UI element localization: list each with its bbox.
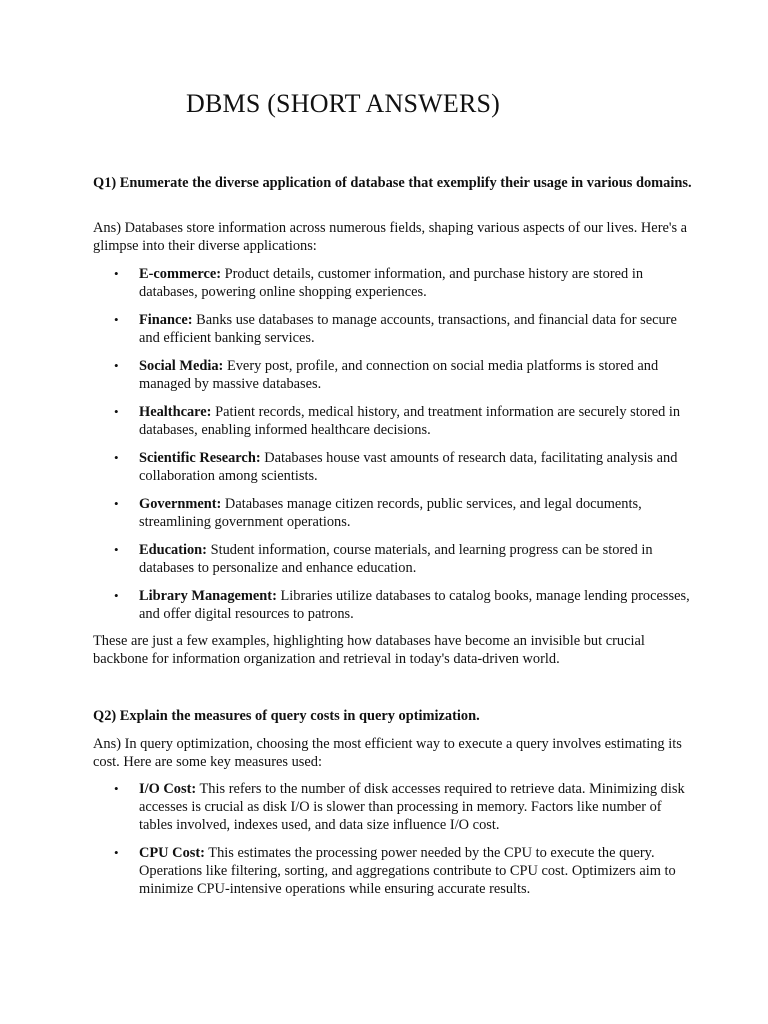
answer-1-closing: These are just a few examples, highlighting how databases have become an invisible but crucial backbone for information organization and retrieval in today's data-driven world. <box>93 633 645 667</box>
bullet-term: Social Media: <box>139 358 224 374</box>
answer-1-list <box>93 265 693 633</box>
question-1: Q1) Enumerate the diverse application of database that exemplify their usage in various domains. <box>93 175 692 191</box>
bullet-icon: • <box>114 496 119 511</box>
bullet-text: This estimates the processing power needed by the CPU to execute the query. Operations like filtering, sorting, and aggregations contribute to CPU cost. Optimizers aim to minimize CPU-intensive operations while ensuring accurate results. <box>139 845 676 897</box>
bullet-text: Student information, course materials, and learning progress can be stored in databases to personalize and enhance education. <box>139 542 653 576</box>
bullet-text: Databases house vast amounts of research data, facilitating analysis and collaboration among scientists. <box>139 450 678 484</box>
bullet-icon: • <box>114 588 119 603</box>
list-item <box>93 495 693 531</box>
bullet-icon: • <box>114 781 119 796</box>
bullet-icon: • <box>114 358 119 373</box>
list-item <box>93 449 693 485</box>
bullet-term: Scientific Research: <box>139 450 261 466</box>
list-item <box>93 541 693 577</box>
list-item <box>93 587 693 623</box>
list-item <box>93 844 693 898</box>
bullet-text: Product details, customer information, and purchase history are stored in databases, powering online shopping experiences. <box>139 266 644 300</box>
list-item <box>93 357 693 393</box>
bullet-term: Healthcare: <box>139 404 212 420</box>
answer-1-intro: Ans) Databases store information across numerous fields, shaping various aspects of our lives. Here's a glimpse into their diverse applications: <box>93 220 688 254</box>
bullet-text: This refers to the number of disk accesses required to retrieve data. Minimizing disk accesses is crucial as disk I/O is slower than processing in memory. Factors like number of tables involved, indexes used, and data size influence I/O cost. <box>139 781 685 833</box>
bullet-icon: • <box>114 266 119 281</box>
bullet-text: Every post, profile, and connection on social media platforms is stored and managed by massive databases. <box>139 358 659 392</box>
bullet-term: Government: <box>139 496 222 512</box>
bullet-term: Education: <box>139 542 207 558</box>
bullet-icon: • <box>114 845 119 860</box>
bullet-text: Databases manage citizen records, public services, and legal documents, streamlining government operations. <box>139 496 642 530</box>
bullet-term: E-commerce: <box>139 266 222 282</box>
list-item <box>93 780 693 834</box>
bullet-text: Patient records, medical history, and treatment information are securely stored in databases, enabling informed healthcare decisions. <box>139 404 681 438</box>
list-item <box>93 311 693 347</box>
bullet-icon: • <box>114 404 119 419</box>
bullet-term: Library Management: <box>139 588 277 604</box>
bullet-text: Libraries utilize databases to catalog books, manage lending processes, and offer digital resources to patrons. <box>139 588 690 622</box>
bullet-icon: • <box>114 312 119 327</box>
bullet-icon: • <box>114 450 119 465</box>
bullet-term: Finance: <box>139 312 193 328</box>
answer-2-list <box>93 780 693 908</box>
bullet-text: Banks use databases to manage accounts, transactions, and financial data for secure and efficient banking services. <box>139 312 677 346</box>
bullet-term: CPU Cost: <box>139 845 205 861</box>
list-item <box>93 265 693 301</box>
answer-2-intro: Ans) In query optimization, choosing the most efficient way to execute a query involves estimating its cost. Here are some key measures used: <box>93 736 682 770</box>
question-2: Q2) Explain the measures of query costs in query optimization. <box>93 708 480 724</box>
bullet-icon: • <box>114 542 119 557</box>
page-title: DBMS (SHORT ANSWERS) <box>186 89 501 118</box>
list-item <box>93 403 693 439</box>
bullet-term: I/O Cost: <box>139 781 197 797</box>
